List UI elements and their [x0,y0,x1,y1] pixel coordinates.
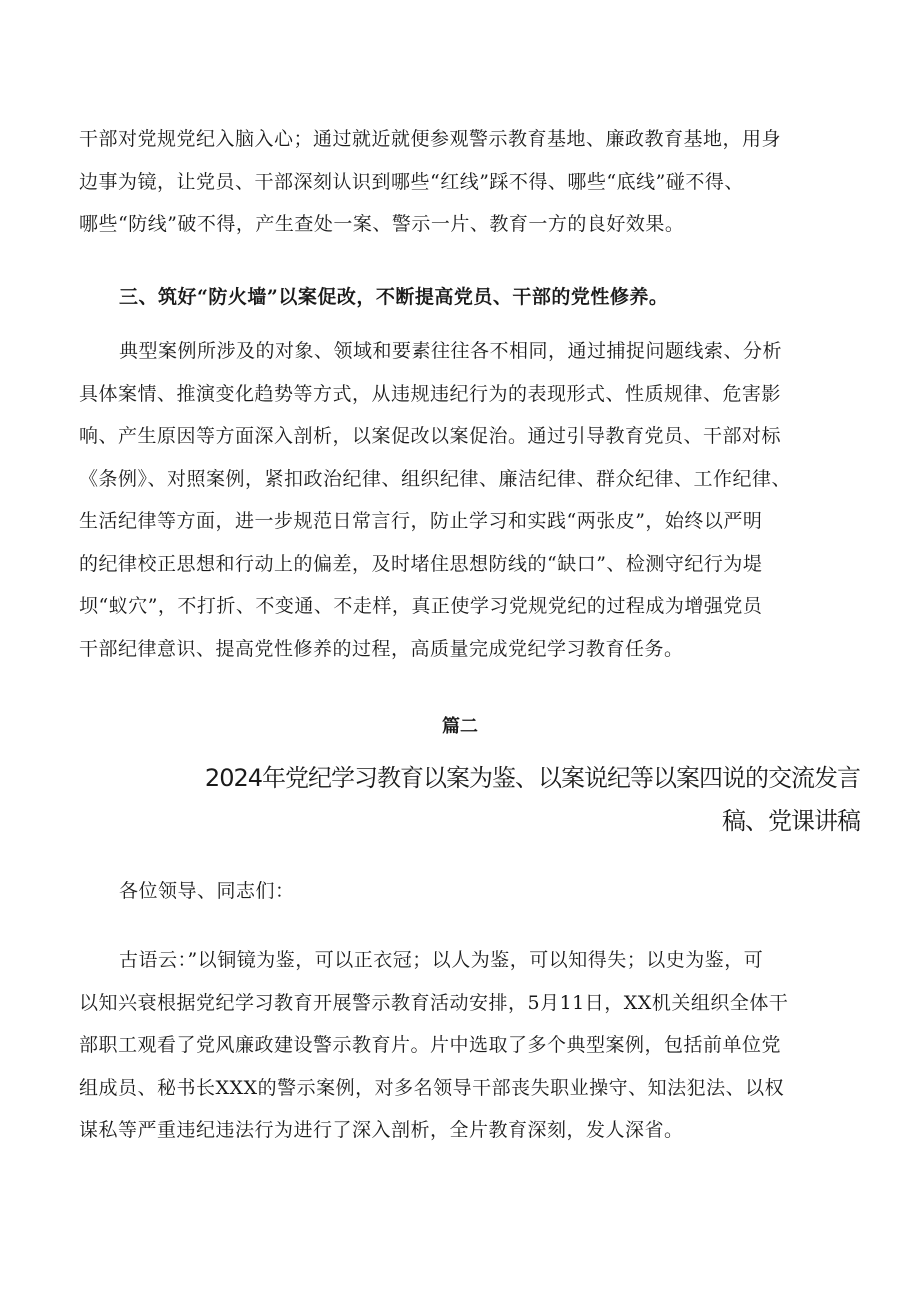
salutation: 各位领导、同志们： [119,880,295,902]
body-paragraph: 古语云：”以铜镜为鉴，可以正衣冠；以人为鉴，可以知得失；以史为鉴，可 以知兴衰根据党纪学习教育开展警示教育活动安排，5月11日，XX机关组织全体干 部职工观看了党风廉政建设警示教育片。片中选取了多个典型案例，包括前单位党 组成员、秘书长XXX的警示案例，对多名领导干部丧失职业操守、知法犯法、以权 谋私等严重违纪违法行为进行了深入剖析，全片教育深刻，发人深省。 [79,949,789,1141]
body-paragraph: 干部对党规党纪入脑入心；通过就近就便参观警示教育基地、廉政教育基地，用身 边事为镜，让党员、干部深刻认识到哪些“红线”踩不得、哪些“底线”碰不得、 哪些“防线”破不得，产生查处一案、警示一片、教育一方的良好效果。 [79,128,782,235]
part-label: 篇二 [442,716,478,737]
body-paragraph: 典型案例所涉及的对象、领域和要素往往各不相同，通过捕捉问题线索、分析 具体案情、推演变化趋势等方式，从违规违纪行为的表现形式、性质规律、危害影 响、产生原因等方面深入剖析，以案促改以案促治。通过引导教育党员、干部对标 《条例》、对照案例，紧扣政治纪律、组织纪律、廉洁纪律、群众纪律、工作纪律、 生活纪律等方面，进一步规范日常言行，防止学习和实践“两张皮”，始终以严明 的纪律校正思想和行动上的偏差，及时堵住思想防线的“缺口”、检测守纪行为堤 坝“蚁穴”，不打折、不变通、不走样，真正使学习党规党纪的过程成为增强党员 干部纪律意识、提高党性修养的过程，高质量完成党纪学习教育任务。 [79,340,792,660]
section-heading: 三、筑好“防火墙”以案促改，不断提高党员、干部的党性修养。 [119,286,669,308]
document-title: 2024年党纪学习教育以案为鉴、以案说纪等以案四说的交流发言 稿、党课讲稿 [204,764,860,835]
